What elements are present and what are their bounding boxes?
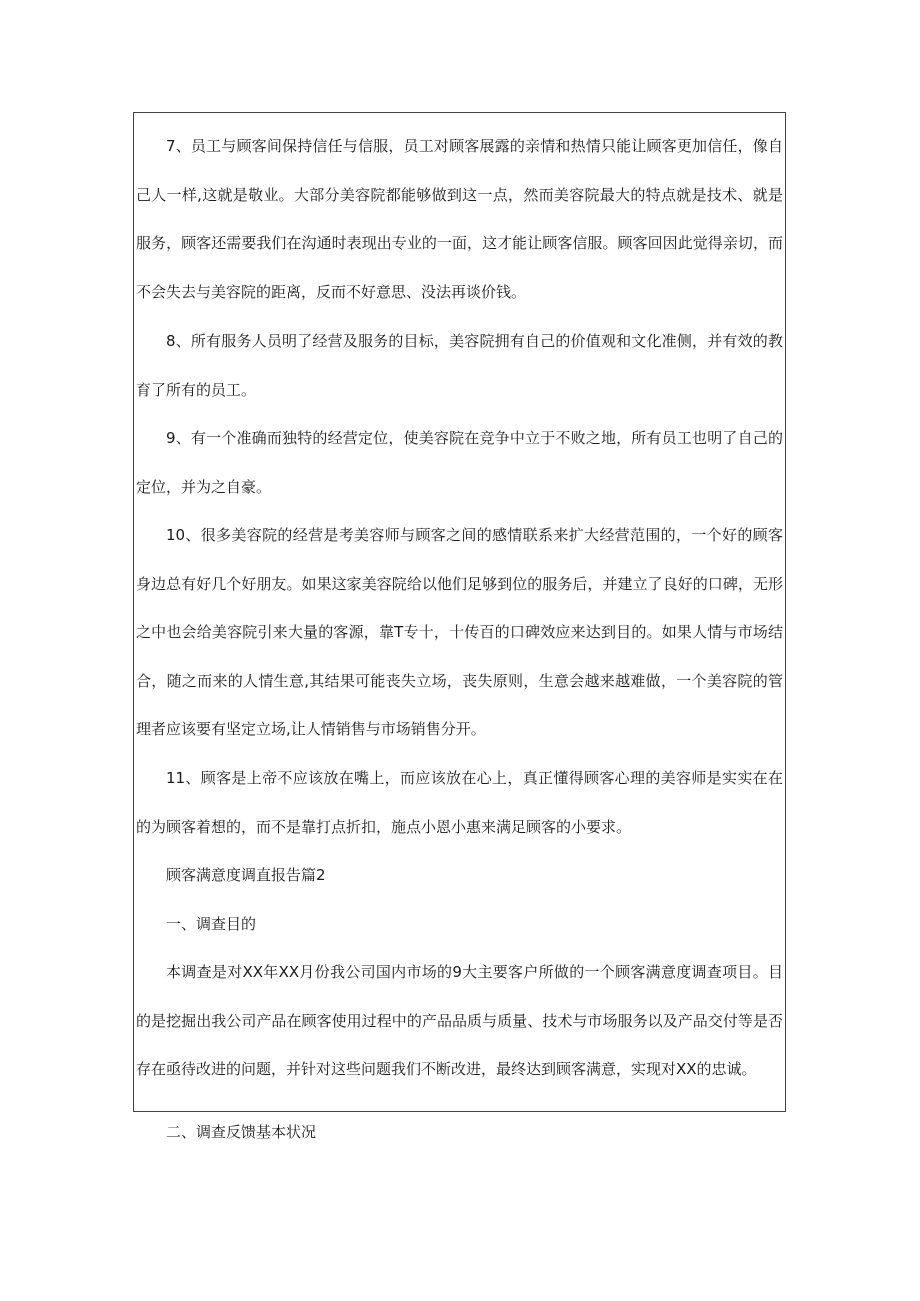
paragraph-item-8: 8、所有服务人员明了经营及服务的目标，美容院拥有自己的价值观和文化准侧，并有效的教育了所有的员工。 (136, 332, 783, 399)
section-body-purpose: 本调查是对XX年XX月份我公司国内市场的9大主要客户所做的一个顾客满意度调查项目。目的是挖掘出我公司产品在顾客使用过程中的产品品质与质量、技术与市场服务以及产品交付等是否存在亟待改进的问题，并针对这些问题我们不断改进，最终达到顾客满意，实现对XX的忠诚。 (136, 963, 783, 1079)
paragraph-item-7: 7、员工与顾客间保持信任与信服，员工对顾客展露的亲情和热情只能让顾客更加信任，像自己人一样,这就是敬业。大部分美容院都能够做到这一点，然而美容院最大的特点就是技术、就是服务，顾客还需要我们在沟通时表现出专业的一面，这才能让顾客信服。顾客回因此觉得亲切，而不会失去与美容院的距离，反而不好意思、没法再谈价钱。 (136, 137, 783, 301)
section-heading-feedback: 二、调查反馈基本状况 (166, 1123, 317, 1141)
paragraph-item-11: 11、顾客是上帝不应该放在嘴上，而应该放在心上，真正懂得顾客心理的美容师是实实在在的为顾客着想的，而不是靠打点折扣，施点小恩小惠来满足顾客的小要求。 (136, 769, 783, 836)
paragraph-item-9: 9、有一个准确而独特的经营定位，使美容院在竞争中立于不败之地，所有员工也明了自己的定位，并为之自豪。 (136, 429, 783, 496)
section-heading-purpose: 一、调查目的 (166, 915, 257, 933)
paragraph-item-10: 10、很多美容院的经营是考美容师与顾客之间的感情联系来扩大经营范围的，一个好的顾客身边总有好几个好朋友。如果这家美容院给以他们足够到位的服务后，并建立了良好的口碑，无形之中也会给美容院引来大量的客源，靠T专十，十传百的口碑效应来达到目的。如果人情与市场结合，随之而来的人情生意,其结果可能丧失立场，丧失原则，生意会越来越难做，一个美容院的管理者应该要有坚定立场,让人情销售与市场销售分开。 (136, 526, 783, 739)
report-heading: 顾客满意度调直报告篇2 (166, 866, 326, 884)
